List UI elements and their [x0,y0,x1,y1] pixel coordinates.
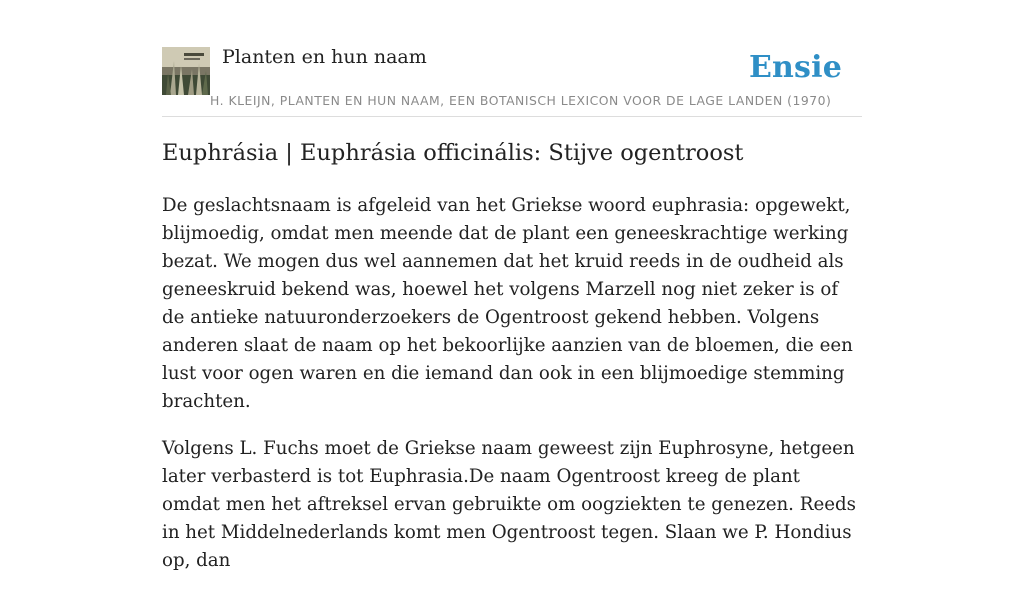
paragraph: Volgens L. Fuchs moet de Griekse naam geweest zijn Euphrosyne, hetgeen later verbasterd is tot Euphrasia.De naam Ogentroost kreeg de plant omdat men het aftreksel ervan gebruikte om oogziekten te genezen. Reeds in het Middelnederlands komt men Ogentroost tegen. Slaan we P. Hondius op, dan [162,438,856,571]
book-title-link[interactable]: Planten en hun naam [222,46,427,68]
book-cover-icon [162,47,210,95]
book-cover-avatar[interactable] [162,47,210,95]
paragraph: De geslachtsnaam is afgeleid van het Griekse woord euphrasia: opgewekt, blijmoedig, omdat men meende dat de plant een geneeskrachtige werking bezat. We mogen dus wel aannemen dat het kruid reeds in de oudheid als geneeskruid bekend was, hoewel het volgens Marzell nog niet zeker is of de antieke natuuronderzoekers de Ogentroost gekend hebben. Volgens anderen slaat de naam op het bekoorlijke aanzien van de bloemen, die een lust voor ogen waren en die iemand dan ook in een blijmoedige stemming brachten. [162,195,853,412]
article-body [162,192,862,594]
header [162,0,862,117]
entry-title: Euphrásia | Euphrásia officinális: Stijve ogentroost [162,140,744,166]
ensie-logo[interactable]: Ensie [748,50,842,85]
source-citation: H. KLEIJN, PLANTEN EN HUN NAAM, EEN BOTANISCH LEXICON VOOR DE LAGE LANDEN (1970) [210,93,832,108]
page-container [162,0,862,571]
